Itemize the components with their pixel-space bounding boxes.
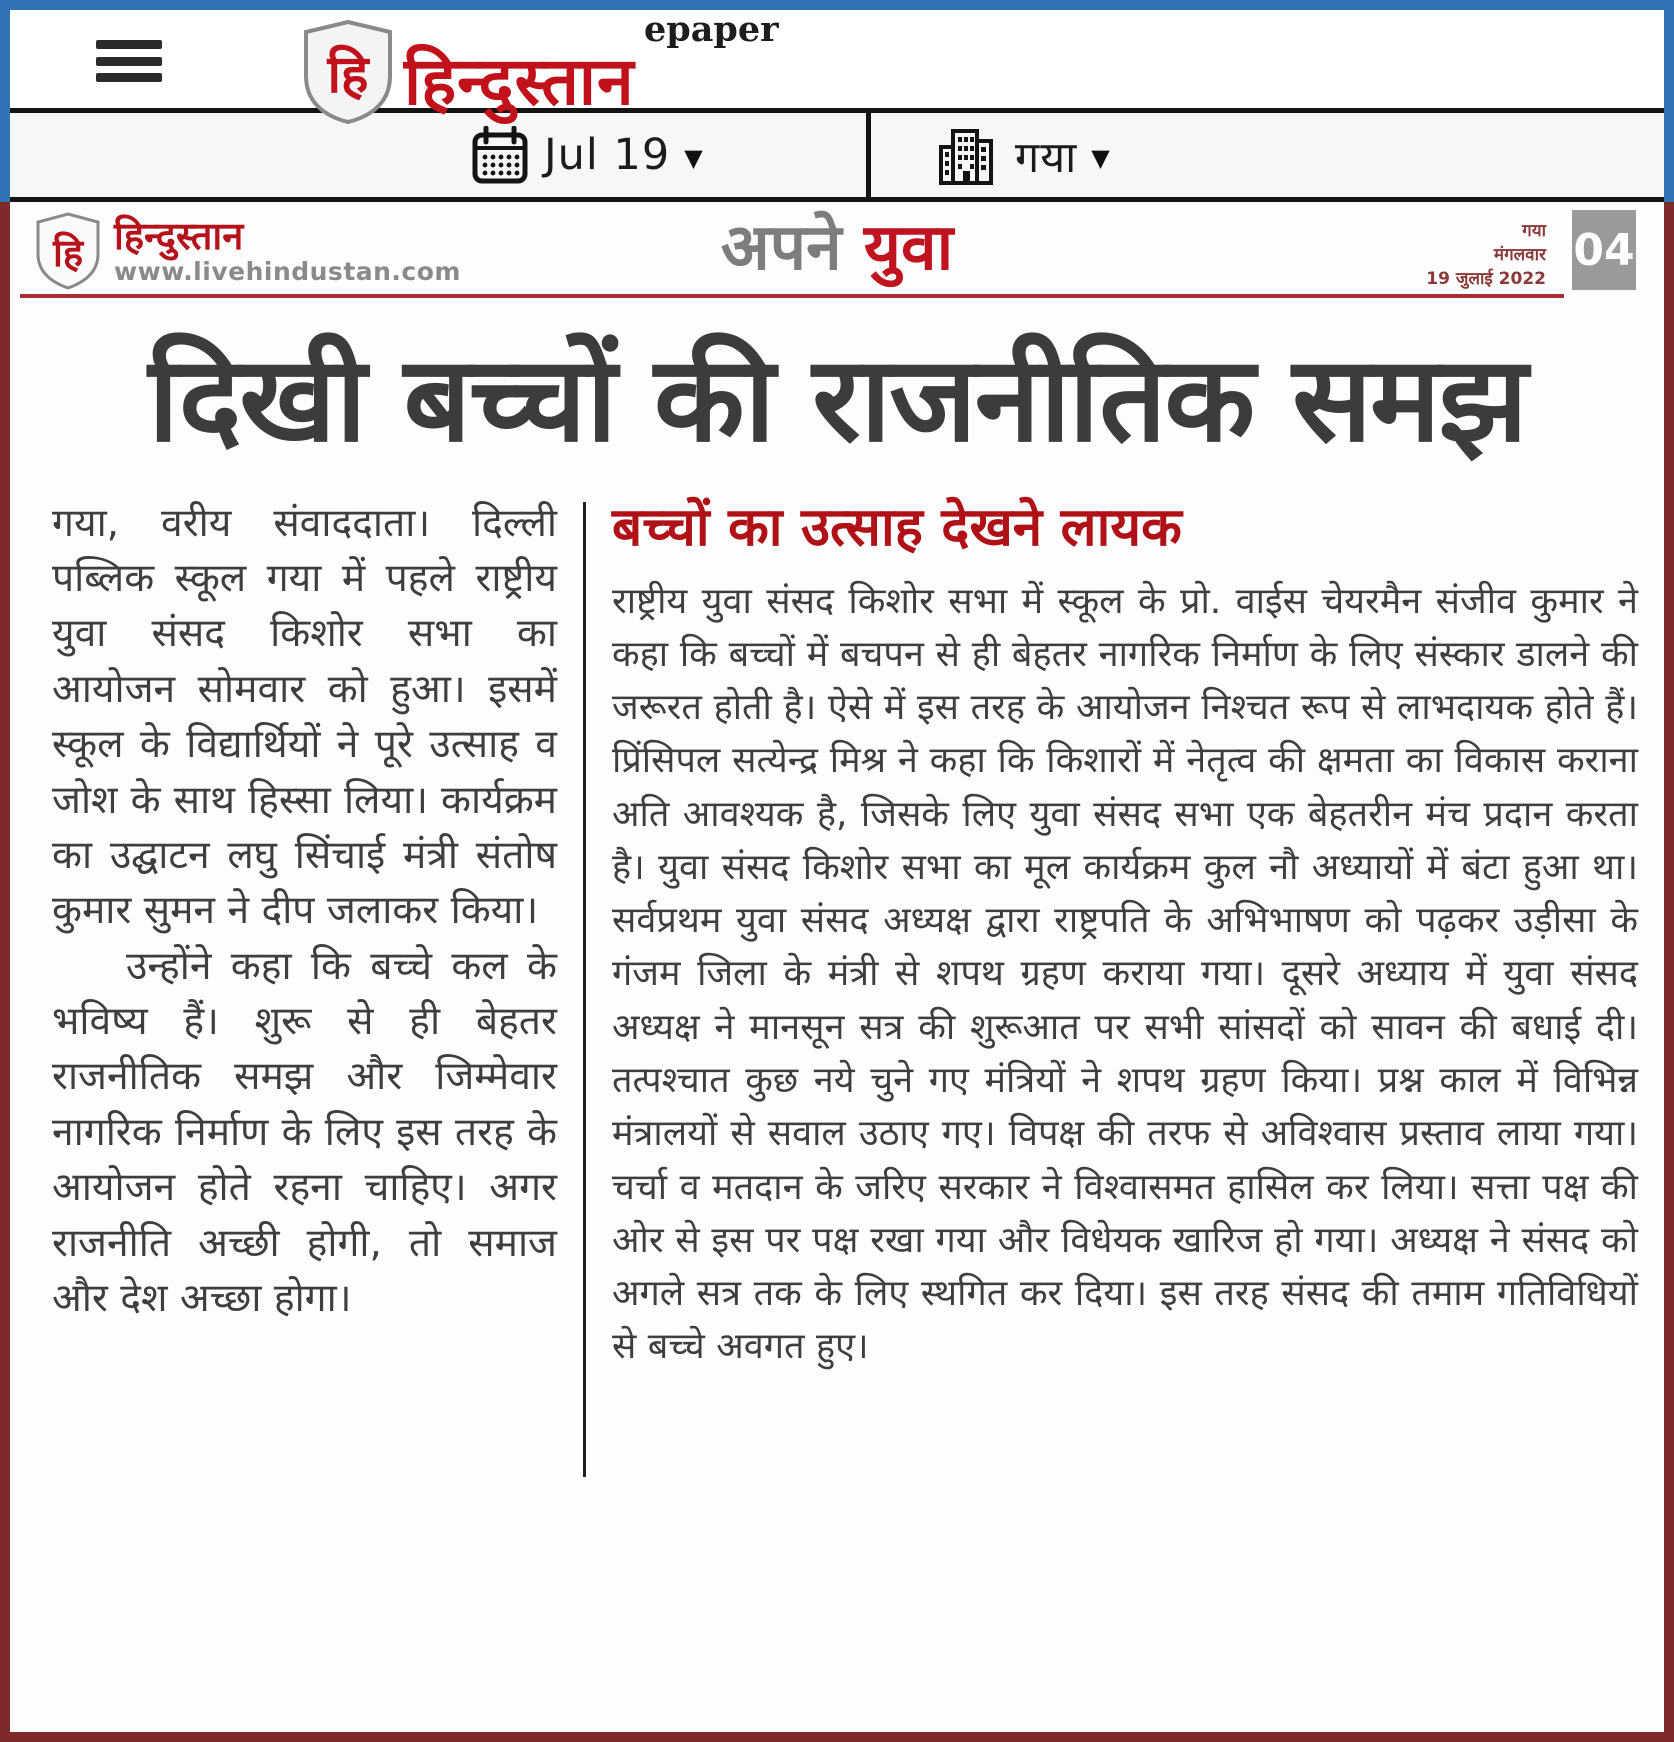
masthead-red-rule — [20, 294, 1564, 298]
brand-name: हिन्दुस्तान — [404, 43, 635, 120]
article-subheadline: बच्चों का उत्साह देखने लायक — [612, 496, 1182, 558]
masthead-brand-name: हिन्दुस्तान — [114, 213, 244, 258]
section-title-part2: युवा — [863, 211, 954, 285]
left-paragraph-1: गया, वरीय संवाददाता। दिल्ली पब्लिक स्कूल गया में पहले राष्ट्रीय युवा संसद किशोर सभा का आयोजन सोमवार को हुआ। इसमें स्कूल के विद्यार्थियों ने पूरे उत्साह व जोश के साथ हिस्सा लिया। कार्यक्रम का उद्घाटन लघु सिंचाई मंत्री संतोष कुमार सुमन ने दीप जलाकर किया। — [52, 500, 557, 934]
article-left-column — [52, 496, 557, 1327]
top-chrome — [0, 0, 1674, 202]
epaper-label: epaper — [644, 9, 779, 50]
column-divider — [583, 502, 586, 1477]
calendar-icon — [472, 126, 528, 184]
right-column-body: राष्ट्रीय युवा संसद किशोर सभा में स्कूल के प्रो. वाईस चेयरमैन संजीव कुमार ने कहा कि बच्चों में बचपन से ही बेहतर नागरिक निर्माण के लिए संस्कार डालने की जरूरत होती है। ऐसे में इस तरह के आयोजन निश्चत रूप से लाभदायक होते हैं। प्रिंसिपल सत्येन्द्र मिश्र ने कहा कि किशारों में नेतृत्व की क्षमता का विकास कराना अति आवश्यक है, जिसके लिए युवा संसद सभा एक बेहतरीन मंच प्रदान करता है। युवा संसद किशोर सभा का मूल कार्यक्रम कुल नौ अध्यायों में बंटा हुआ था। सर्वप्रथम युवा संसद अध्यक्ष द्वारा राष्ट्रपति के अभिभाषण को पढ़कर उड़ीसा के गंजम जिला के मंत्री से शपथ ग्रहण कराया गया। दूसरे अध्याय में युवा संसद अध्यक्ष ने मानसून सत्र की शुरूआत पर सभी सांसदों को सावन की बधाई दी। तत्पश्चात कुछ नये चुने गए मंत्रियों ने शपथ ग्रहण किया। प्रश्न काल में विभिन्न मंत्रालयों से सवाल उठाए गए। विपक्ष की तरफ से अविश्वास प्रस्ताव लाया गया। चर्चा व मतदान के जरिए सरकार ने विश्वासमत हासिल कर लिया। सत्ता पक्ष की ओर से इस पर पक्ष रखा गया और विधेयक खारिज हो गया। अध्यक्ष ने संसद को अगले सत्र तक के लिए स्थगित कर दिया। इस तरह संसद की तमाम गतिविधियों से बच्चे अवगत हुए। — [612, 580, 1638, 1368]
article-columns — [10, 474, 1664, 1477]
edition-info — [1426, 220, 1546, 291]
section-title-part1: अपने — [720, 211, 842, 285]
left-paragraph-2: उन्होंने कहा कि बच्चे कल के भविष्य हैं। शुरू से ही बेहतर राजनीतिक समझ और जिम्मेवार नागरिक निर्माण के लिए इस तरह के आयोजन होते रहना चाहिए। अगर राजनीति अच्छी होगी, तो समाज और देश अच्छा होगा। — [52, 943, 557, 1321]
brand-monogram: हि — [327, 45, 369, 105]
hamburger-menu-icon[interactable] — [96, 40, 162, 82]
edition-date: 19 जुलाई 2022 — [1426, 268, 1546, 289]
newspaper-page — [0, 202, 1674, 1742]
shield-logo-icon — [302, 20, 394, 124]
masthead-website-url: www.livehindustan.com — [114, 257, 461, 287]
edition-city: गया — [1522, 221, 1546, 241]
city-selector[interactable] — [871, 113, 1664, 197]
masthead-monogram: हि — [52, 231, 84, 275]
city-dropdown-arrow-icon: ▼ — [1091, 144, 1110, 172]
city-label: गया — [1015, 132, 1078, 183]
toolbar — [10, 113, 1664, 197]
masthead — [10, 202, 1664, 294]
date-dropdown-arrow-icon: ▼ — [684, 144, 703, 172]
app-header — [10, 9, 1664, 120]
building-icon — [937, 125, 999, 185]
date-label: Jul 19 — [544, 130, 671, 180]
article-headline: दिखी बच्चों की राजनीतिक समझ — [148, 330, 1526, 468]
edition-day: मंगलवार — [1493, 244, 1546, 265]
article-right-column — [612, 496, 1638, 1374]
date-selector[interactable] — [10, 113, 866, 197]
brand-logo[interactable] — [302, 9, 779, 124]
section-title — [10, 211, 1664, 285]
page-number-badge: 04 — [1572, 210, 1636, 290]
